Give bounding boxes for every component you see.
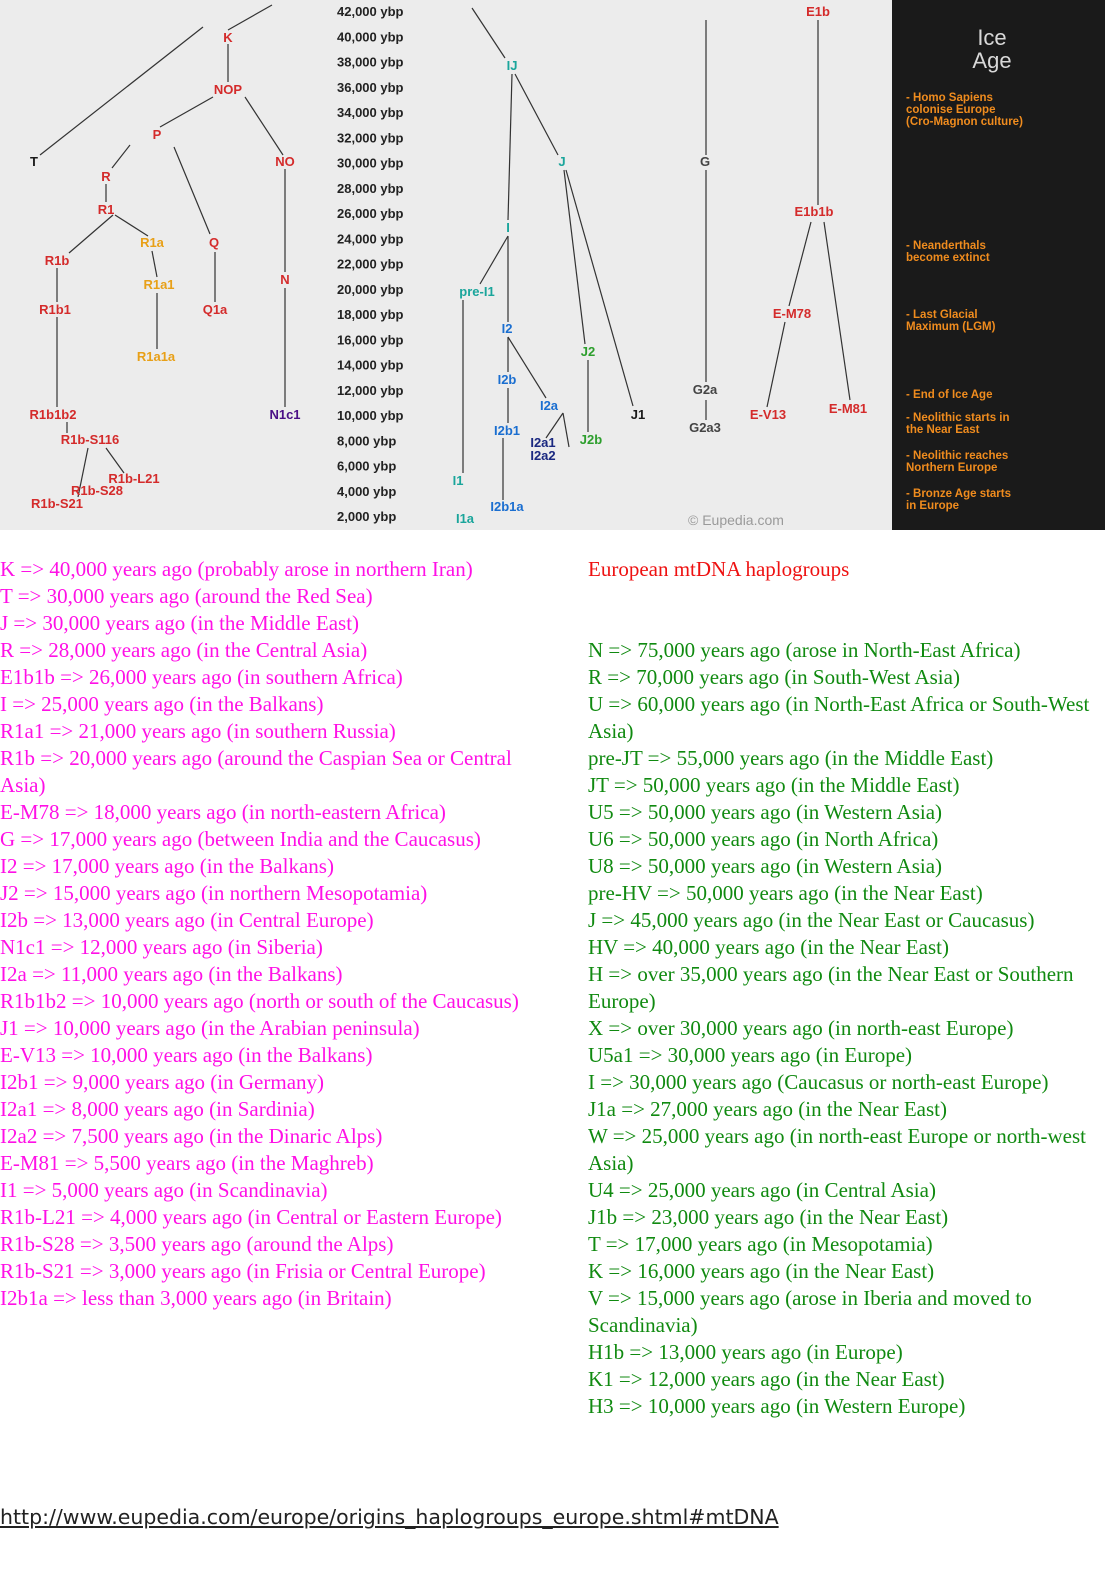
time-tick-label: 6,000 ybp xyxy=(337,458,397,474)
haplogroup-node: E-M78 xyxy=(772,306,812,321)
haplogroup-node: P xyxy=(152,127,162,142)
list-item: R1b-S28 => 3,500 years ago (around the Alps) xyxy=(0,1232,394,1256)
list-item: J1a => 27,000 years ago (in the Near East) xyxy=(588,1097,947,1121)
list-item: I2b1 => 9,000 years ago (in Germany) xyxy=(0,1070,325,1094)
haplogroup-node: R xyxy=(101,169,111,184)
list-item: R1b-S21 => 3,000 years ago (in Frisia or Central Europe) xyxy=(0,1259,486,1283)
haplogroup-node: T xyxy=(30,154,38,169)
list-item: R => 28,000 years ago (in the Central Asia) xyxy=(0,638,368,662)
ice-age-note: Maximum (LGM) xyxy=(906,321,996,333)
haplogroup-node: NOP xyxy=(213,82,243,97)
list-item: E-V13 => 10,000 years ago (in the Balkans) xyxy=(0,1043,373,1067)
haplogroup-node: I2b1 xyxy=(493,423,521,438)
time-tick-label: 40,000 ybp xyxy=(337,29,404,45)
ice-age-note: - Neolithic reaches xyxy=(906,450,1009,462)
list-item: R1b-L21 => 4,000 years ago (in Central or Eastern Europe) xyxy=(0,1205,502,1229)
haplogroup-node: NO xyxy=(275,154,295,169)
haplogroup-node: E1b1b xyxy=(794,204,834,219)
haplogroup-node: I1a xyxy=(455,511,475,526)
haplogroup-node: J1 xyxy=(630,407,646,422)
haplogroup-node: R1a1 xyxy=(143,277,175,292)
list-item: J => 30,000 years ago (in the Middle East) xyxy=(0,611,360,635)
haplogroup-node: R1b1b2 xyxy=(29,407,77,422)
list-item: J1b => 23,000 years ago (in the Near East) xyxy=(588,1205,949,1229)
time-tick-label: 14,000 ybp xyxy=(337,357,404,373)
haplogroup-node: N xyxy=(280,272,290,287)
list-item: V => 15,000 years ago (arose in Iberia and moved to Scandinavia) xyxy=(588,1286,1032,1337)
haplogroup-node: R1b-S21 xyxy=(30,496,84,511)
haplogroup-node: R1b-S116 xyxy=(60,432,120,447)
list-item: HV => 40,000 years ago (in the Near East) xyxy=(588,935,949,959)
ice-age-title: Ice xyxy=(977,25,1007,50)
time-tick-label: 42,000 ybp xyxy=(337,4,404,19)
time-tick-label: 8,000 ybp xyxy=(337,433,397,449)
haplogroup-node: G2a3 xyxy=(689,420,721,435)
time-tick-label: 2,000 ybp xyxy=(337,509,397,524)
haplogroup-node: I1 xyxy=(452,473,464,488)
time-tick-label: 38,000 ybp xyxy=(337,54,404,70)
source-link[interactable]: http://www.eupedia.com/europe/origins_haplogroups_europe.shtml#mtDNA xyxy=(0,1505,779,1529)
list-item: R1a1 => 21,000 years ago (in southern Russia) xyxy=(0,719,396,743)
ice-age-note: (Cro-Magnon culture) xyxy=(906,116,1023,128)
list-item: U6 => 50,000 years ago (in North Africa) xyxy=(588,827,939,851)
time-tick-label: 16,000 ybp xyxy=(337,332,404,348)
list-item: N1c1 => 12,000 years ago (in Siberia) xyxy=(0,935,323,959)
list-item: W => 25,000 years ago (in north-east Europe or north-west Asia) xyxy=(588,1124,1087,1175)
list-item: I => 30,000 years ago (Caucasus or north-east Europe) xyxy=(588,1070,1049,1094)
list-item: T => 17,000 years ago (in Mesopotamia) xyxy=(588,1232,933,1256)
ice-age-note: in Europe xyxy=(906,500,960,512)
list-item: K => 16,000 years ago (in the Near East) xyxy=(588,1259,935,1283)
list-item: U5a1 => 30,000 years ago (in Europe) xyxy=(588,1043,913,1067)
time-tick-label: 18,000 ybp xyxy=(337,307,404,322)
time-tick-label: 4,000 ybp xyxy=(337,483,397,499)
haplogroup-node: I2a2 xyxy=(530,448,556,463)
list-item: K1 => 12,000 years ago (in the Near East) xyxy=(588,1367,945,1391)
haplogroup-node: Q xyxy=(208,235,220,250)
haplogroup-node: E-M81 xyxy=(828,401,868,416)
list-item: U => 60,000 years ago (in North-East Africa or South-West Asia) xyxy=(588,692,1090,743)
list-item: N => 75,000 years ago (arose in North-East Africa) xyxy=(588,638,1021,662)
time-tick-label: 10,000 ybp xyxy=(337,408,404,423)
list-item: E1b1b => 26,000 years ago (in southern Africa) xyxy=(0,665,403,689)
haplogroup-node: E1b xyxy=(806,4,830,19)
watermark: © Eupedia.com xyxy=(688,512,784,528)
haplogroup-node: J2 xyxy=(580,344,596,359)
list-item: J1 => 10,000 years ago (in the Arabian peninsula) xyxy=(0,1016,420,1040)
ice-age-note: - Neanderthals xyxy=(906,240,986,252)
haplogroup-node: IJ xyxy=(506,58,518,73)
list-item: JT => 50,000 years ago (in the Middle East) xyxy=(588,773,960,797)
haplogroup-node: I2 xyxy=(501,321,513,336)
list-item: I2a => 11,000 years ago (in the Balkans) xyxy=(0,962,343,986)
list-item: T => 30,000 years ago (around the Red Sea) xyxy=(0,584,373,608)
haplogroup-node: pre-I1 xyxy=(459,284,495,299)
list-item: R => 70,000 years ago (in South-West Asia) xyxy=(588,665,960,689)
list-item: I1 => 5,000 years ago (in Scandinavia) xyxy=(0,1178,328,1202)
list-item: I2b1a => less than 3,000 years ago (in Britain) xyxy=(0,1286,392,1310)
haplogroup-node: R1b1 xyxy=(39,302,71,317)
time-tick-label: 32,000 ybp xyxy=(337,130,404,146)
time-tick-label: 12,000 ybp xyxy=(337,382,404,398)
haplogroup-node: I2b xyxy=(497,372,517,387)
ice-age-note: become extinct xyxy=(906,252,990,264)
haplogroup-node: G xyxy=(699,154,711,169)
list-item: X => over 30,000 years ago (in north-east Europe) xyxy=(588,1016,1014,1040)
haplogroup-node: R1a xyxy=(140,235,164,250)
ice-age-note: - Last Glacial xyxy=(906,309,978,321)
list-item: E-M78 => 18,000 years ago (in north-eastern Africa) xyxy=(0,800,446,824)
time-tick-label: 24,000 ybp xyxy=(337,231,404,247)
ice-age-note: - Bronze Age starts xyxy=(906,488,1012,500)
time-tick-label: 22,000 ybp xyxy=(337,256,404,272)
time-tick-label: 34,000 ybp xyxy=(337,105,404,120)
haplogroup-node: E-V13 xyxy=(749,407,787,422)
diagram-background xyxy=(0,0,892,530)
list-item: H3 => 10,000 years ago (in Western Europe) xyxy=(588,1394,966,1418)
time-tick-label: 20,000 ybp xyxy=(337,281,404,297)
haplogroup-node: I2a1 xyxy=(530,435,556,450)
list-item: E-M81 => 5,500 years ago (in the Maghreb) xyxy=(0,1151,374,1175)
haplogroup-node: Q1a xyxy=(202,302,228,317)
ice-age-title: Age xyxy=(972,48,1012,73)
haplogroup-node: R1b xyxy=(44,253,70,268)
haplogroup-node: R1b-S28 xyxy=(70,483,124,498)
list-item: pre-JT => 55,000 years ago (in the Middle East) xyxy=(588,746,994,770)
list-item: G => 17,000 years ago (between India and the Caucasus) xyxy=(0,827,481,851)
list-item: J2 => 15,000 years ago (in northern Mesopotamia) xyxy=(0,881,428,905)
list-item: U4 => 25,000 years ago (in Central Asia) xyxy=(588,1178,936,1202)
haplogroup-node: G2a xyxy=(692,382,718,397)
haplogroup-node: I xyxy=(506,220,510,235)
time-tick-label: 30,000 ybp xyxy=(337,155,404,171)
list-item: I2b => 13,000 years ago (in Central Europe) xyxy=(0,908,374,932)
ice-age-note: Northern Europe xyxy=(906,462,998,474)
time-tick-label: 28,000 ybp xyxy=(337,180,404,196)
haplogroup-node: J xyxy=(558,154,566,169)
list-item: K => 40,000 years ago (probably arose in northern Iran) xyxy=(0,557,473,581)
time-tick-label: 36,000 ybp xyxy=(337,79,404,95)
list-item: H1b => 13,000 years ago (in Europe) xyxy=(588,1340,903,1364)
list-item: R1b1b2 => 10,000 years ago (north or south of the Caucasus) xyxy=(0,989,519,1013)
haplogroup-node: J2b xyxy=(579,432,603,447)
list-item: U5 => 50,000 years ago (in Western Asia) xyxy=(588,800,943,824)
haplogroup-node: R1 xyxy=(97,202,115,217)
time-tick-label: 26,000 ybp xyxy=(337,206,404,221)
ice-age-note: the Near East xyxy=(906,424,980,436)
list-item: pre-HV => 50,000 years ago (in the Near East) xyxy=(588,881,983,905)
list-item: I2 => 17,000 years ago (in the Balkans) xyxy=(0,854,334,878)
ice-age-note: - Neolithic starts in xyxy=(906,412,1010,424)
haplogroup-node: K xyxy=(223,30,233,45)
haplogroup-tree-diagram xyxy=(0,0,1105,530)
list-item: U8 => 50,000 years ago (in Western Asia) xyxy=(588,854,943,878)
mtdna-title: European mtDNA haplogroups xyxy=(588,557,850,581)
haplogroup-node: I2a xyxy=(539,398,559,413)
haplogroup-node: R1b-L21 xyxy=(108,471,160,486)
list-item: I => 25,000 years ago (in the Balkans) xyxy=(0,692,324,716)
y-dna-haplogroup-list xyxy=(0,556,520,1312)
haplogroup-node: R1a1a xyxy=(136,349,176,364)
list-item: I2a2 => 7,500 years ago (in the Dinaric Alps) xyxy=(0,1124,383,1148)
list-item: J => 45,000 years ago (in the Near East or Caucasus) xyxy=(588,908,1035,932)
ice-age-note: colonise Europe xyxy=(906,104,996,116)
haplogroup-node: N1c1 xyxy=(269,407,301,422)
list-item: H => over 35,000 years ago (in the Near East or Southern Europe) xyxy=(588,962,1074,1013)
haplogroup-node: I2b1a xyxy=(490,499,524,514)
ice-age-note: - End of Ice Age xyxy=(906,389,993,401)
time-axis xyxy=(337,4,404,524)
list-item: I2a1 => 8,000 years ago (in Sardinia) xyxy=(0,1097,315,1121)
list-item: R1b => 20,000 years ago (around the Caspian Sea or Central Asia) xyxy=(0,746,512,797)
mtdna-haplogroup-list xyxy=(588,637,1105,1420)
ice-age-note: - Homo Sapiens xyxy=(906,92,993,104)
